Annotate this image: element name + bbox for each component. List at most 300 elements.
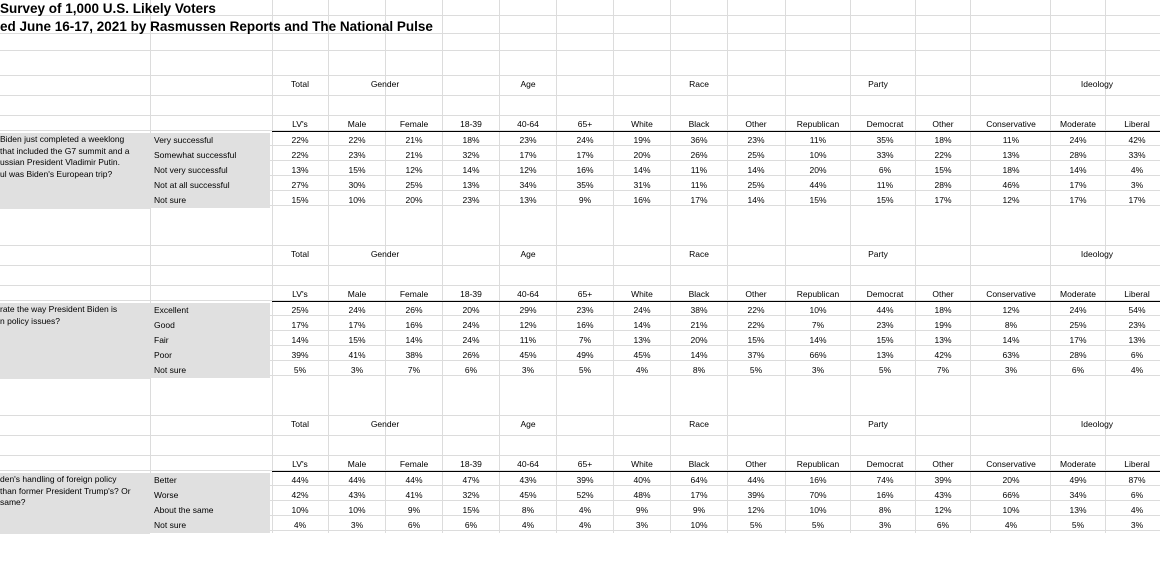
table-cell: 17% <box>934 195 952 205</box>
table-cell: 12% <box>519 165 537 175</box>
question-line: rate the way President Biden is <box>0 304 118 314</box>
table-cell: 13% <box>876 350 894 360</box>
table-cell: 9% <box>407 505 421 515</box>
table-cell: 25% <box>1069 320 1087 330</box>
table-cell: 74% <box>876 475 894 485</box>
answer-label: Better <box>150 473 270 488</box>
column-header: 40-64 <box>517 459 539 469</box>
table-cell: 22% <box>348 135 366 145</box>
table-cell: 43% <box>519 475 537 485</box>
table-cell: 28% <box>934 180 952 190</box>
table-cell: 49% <box>576 350 594 360</box>
table-cell: 13% <box>519 195 537 205</box>
column-header: 40-64 <box>517 289 539 299</box>
table-cell: 24% <box>348 305 366 315</box>
table-cell: 23% <box>348 150 366 160</box>
survey-title: Survey of 1,000 U.S. Likely Voters <box>0 1 216 16</box>
table-cell: 5% <box>293 365 307 375</box>
column-header: 40-64 <box>517 119 539 129</box>
table-cell: 14% <box>747 195 765 205</box>
answer-label: Poor <box>150 348 270 363</box>
question-line: than former President Trump's? Or <box>0 485 131 496</box>
table-cell: 24% <box>1069 135 1087 145</box>
table-cell: 9% <box>692 505 706 515</box>
group-header: Total <box>291 79 309 89</box>
table-cell: 4% <box>1130 165 1144 175</box>
question-text <box>0 473 150 534</box>
column-header: LV's <box>292 119 308 129</box>
table-cell: 14% <box>690 350 708 360</box>
column-header: Conservative <box>986 459 1036 469</box>
column-header: Other <box>932 459 954 469</box>
table-cell: 17% <box>1069 180 1087 190</box>
table-cell: 10% <box>348 195 366 205</box>
column-header: Female <box>399 289 429 299</box>
table-cell: 23% <box>876 320 894 330</box>
table-cell: 7% <box>407 365 421 375</box>
table-cell: 20% <box>633 150 651 160</box>
table-cell: 8% <box>878 505 892 515</box>
group-header: Ideology <box>1080 79 1114 89</box>
table-cell: 10% <box>348 505 366 515</box>
table-cell: 35% <box>876 135 894 145</box>
table-cell: 15% <box>876 195 894 205</box>
table-cell: 15% <box>747 335 765 345</box>
table-cell: 44% <box>405 475 423 485</box>
table-cell: 14% <box>1069 165 1087 175</box>
table-cell: 22% <box>291 135 309 145</box>
table-cell: 20% <box>690 335 708 345</box>
table-cell: 45% <box>519 350 537 360</box>
table-cell: 19% <box>934 320 952 330</box>
table-cell: 3% <box>1130 520 1144 530</box>
table-cell: 5% <box>578 365 592 375</box>
table-cell: 11% <box>809 135 827 145</box>
table-cell: 16% <box>576 165 594 175</box>
table-cell: 24% <box>576 135 594 145</box>
table-cell: 5% <box>749 365 763 375</box>
column-header: Conservative <box>986 289 1036 299</box>
table-cell: 6% <box>464 520 478 530</box>
table-cell: 32% <box>462 150 480 160</box>
answer-label: Not sure <box>150 363 270 378</box>
table-cell: 16% <box>876 490 894 500</box>
table-cell: 13% <box>934 335 952 345</box>
grid-hline <box>0 50 1160 51</box>
table-cell: 13% <box>1069 505 1087 515</box>
column-header: Black <box>688 119 710 129</box>
table-cell: 21% <box>405 135 423 145</box>
table-cell: 16% <box>633 195 651 205</box>
table-cell: 42% <box>1128 135 1146 145</box>
table-cell: 45% <box>519 490 537 500</box>
table-cell: 6% <box>878 165 892 175</box>
table-cell: 20% <box>809 165 827 175</box>
column-header: Moderate <box>1060 119 1096 129</box>
table-cell: 19% <box>633 135 651 145</box>
header-underline <box>272 301 1160 302</box>
table-cell: 25% <box>747 150 765 160</box>
table-cell: 27% <box>291 180 309 190</box>
column-header: Moderate <box>1060 459 1096 469</box>
table-cell: 15% <box>934 165 952 175</box>
table-cell: 17% <box>576 150 594 160</box>
table-cell: 33% <box>876 150 894 160</box>
table-cell: 14% <box>633 320 651 330</box>
table-cell: 32% <box>462 490 480 500</box>
table-cell: 25% <box>747 180 765 190</box>
table-cell: 5% <box>811 520 825 530</box>
table-cell: 70% <box>809 490 827 500</box>
column-header: 18-39 <box>460 459 482 469</box>
table-cell: 38% <box>405 350 423 360</box>
column-header: 18-39 <box>460 289 482 299</box>
table-cell: 13% <box>633 335 651 345</box>
table-cell: 15% <box>348 165 366 175</box>
table-cell: 15% <box>876 335 894 345</box>
answer-label: Fair <box>150 333 270 348</box>
table-cell: 22% <box>747 305 765 315</box>
table-cell: 3% <box>811 365 825 375</box>
table-cell: 23% <box>576 305 594 315</box>
table-cell: 66% <box>1002 490 1020 500</box>
table-cell: 38% <box>690 305 708 315</box>
table-cell: 6% <box>1130 490 1144 500</box>
question-text <box>0 133 150 209</box>
table-cell: 4% <box>521 520 535 530</box>
table-cell: 31% <box>633 180 651 190</box>
table-cell: 42% <box>934 350 952 360</box>
table-cell: 44% <box>747 475 765 485</box>
question-line: Biden just completed a weeklong <box>0 134 125 144</box>
table-cell: 29% <box>519 305 537 315</box>
group-header: Race <box>689 419 709 429</box>
table-cell: 20% <box>462 305 480 315</box>
table-cell: 3% <box>521 365 535 375</box>
question-section <box>0 245 1160 415</box>
table-cell: 26% <box>462 350 480 360</box>
group-header: Total <box>291 419 309 429</box>
column-header: 65+ <box>577 119 593 129</box>
table-cell: 34% <box>519 180 537 190</box>
column-header: Male <box>347 119 367 129</box>
group-header: Age <box>520 79 536 89</box>
table-cell: 5% <box>1071 520 1085 530</box>
group-header: Gender <box>370 249 400 259</box>
column-header: Liberal <box>1124 459 1150 469</box>
group-header: Age <box>520 419 536 429</box>
group-header: Party <box>868 249 888 259</box>
header-underline <box>272 471 1160 472</box>
answer-label: Not sure <box>150 193 270 208</box>
table-cell: 17% <box>1069 335 1087 345</box>
group-header: Ideology <box>1080 249 1114 259</box>
table-cell: 16% <box>809 475 827 485</box>
table-cell: 6% <box>936 520 950 530</box>
table-cell: 6% <box>407 520 421 530</box>
table-cell: 7% <box>936 365 950 375</box>
table-cell: 44% <box>876 305 894 315</box>
answer-label: About the same <box>150 503 270 518</box>
table-cell: 54% <box>1128 305 1146 315</box>
table-cell: 39% <box>747 490 765 500</box>
table-cell: 14% <box>462 165 480 175</box>
table-cell: 11% <box>690 180 708 190</box>
table-cell: 36% <box>690 135 708 145</box>
table-cell: 34% <box>1069 490 1087 500</box>
table-cell: 23% <box>1128 320 1146 330</box>
column-header: Male <box>347 289 367 299</box>
column-header: Black <box>688 289 710 299</box>
table-cell: 22% <box>291 150 309 160</box>
group-header: Total <box>291 249 309 259</box>
table-cell: 39% <box>576 475 594 485</box>
table-cell: 49% <box>1069 475 1087 485</box>
table-cell: 22% <box>934 150 952 160</box>
question-text <box>0 303 150 379</box>
table-cell: 12% <box>1002 305 1020 315</box>
question-line: ul was Biden's European trip? <box>0 168 113 179</box>
column-header: LV's <box>292 459 308 469</box>
column-header: Democrat <box>866 289 904 299</box>
column-header: Democrat <box>866 119 904 129</box>
table-cell: 64% <box>690 475 708 485</box>
question-line: n policy issues? <box>0 315 61 326</box>
answer-label: Excellent <box>150 303 270 318</box>
table-cell: 24% <box>462 335 480 345</box>
table-cell: 23% <box>462 195 480 205</box>
table-cell: 4% <box>1004 520 1018 530</box>
table-cell: 6% <box>1130 350 1144 360</box>
table-cell: 15% <box>348 335 366 345</box>
column-header: Moderate <box>1060 289 1096 299</box>
column-header: Other <box>932 289 954 299</box>
table-cell: 33% <box>1128 150 1146 160</box>
table-cell: 18% <box>1002 165 1020 175</box>
table-cell: 24% <box>462 320 480 330</box>
table-cell: 13% <box>1128 335 1146 345</box>
table-cell: 5% <box>878 365 892 375</box>
table-cell: 13% <box>462 180 480 190</box>
table-cell: 24% <box>633 305 651 315</box>
column-header: White <box>631 289 653 299</box>
column-header: Other <box>745 459 767 469</box>
table-cell: 12% <box>747 505 765 515</box>
header-underline <box>272 131 1160 132</box>
question-line: den's handling of foreign policy <box>0 474 117 484</box>
table-cell: 25% <box>405 180 423 190</box>
table-cell: 16% <box>405 320 423 330</box>
table-cell: 8% <box>521 505 535 515</box>
table-cell: 66% <box>809 350 827 360</box>
column-header: Liberal <box>1124 289 1150 299</box>
table-cell: 10% <box>291 505 309 515</box>
table-cell: 44% <box>291 475 309 485</box>
table-cell: 47% <box>462 475 480 485</box>
column-header: 65+ <box>577 459 593 469</box>
table-cell: 7% <box>811 320 825 330</box>
table-cell: 11% <box>519 335 537 345</box>
table-cell: 26% <box>690 150 708 160</box>
table-cell: 15% <box>462 505 480 515</box>
table-cell: 17% <box>1069 195 1087 205</box>
column-header: White <box>631 459 653 469</box>
table-cell: 15% <box>809 195 827 205</box>
table-cell: 28% <box>1069 150 1087 160</box>
table-cell: 14% <box>1002 335 1020 345</box>
table-cell: 13% <box>291 165 309 175</box>
question-line: same? <box>0 497 26 507</box>
table-cell: 16% <box>576 320 594 330</box>
answer-label: Good <box>150 318 270 333</box>
table-cell: 12% <box>934 505 952 515</box>
table-cell: 48% <box>633 490 651 500</box>
table-cell: 17% <box>291 320 309 330</box>
group-header: Race <box>689 79 709 89</box>
column-header: Conservative <box>986 119 1036 129</box>
table-cell: 23% <box>747 135 765 145</box>
table-cell: 43% <box>348 490 366 500</box>
table-cell: 37% <box>747 350 765 360</box>
table-cell: 15% <box>291 195 309 205</box>
question-section <box>0 75 1160 245</box>
table-cell: 14% <box>405 335 423 345</box>
table-cell: 10% <box>809 150 827 160</box>
table-cell: 40% <box>633 475 651 485</box>
table-cell: 8% <box>1004 320 1018 330</box>
table-cell: 20% <box>405 195 423 205</box>
table-cell: 17% <box>519 150 537 160</box>
table-cell: 10% <box>809 505 827 515</box>
table-cell: 46% <box>1002 180 1020 190</box>
column-header: Black <box>688 459 710 469</box>
table-cell: 3% <box>350 520 364 530</box>
table-cell: 3% <box>878 520 892 530</box>
table-cell: 6% <box>1071 365 1085 375</box>
table-cell: 11% <box>876 180 894 190</box>
table-cell: 30% <box>348 180 366 190</box>
table-cell: 44% <box>809 180 827 190</box>
column-header: Other <box>745 119 767 129</box>
table-cell: 4% <box>578 505 592 515</box>
column-header: Other <box>745 289 767 299</box>
table-cell: 3% <box>635 520 649 530</box>
table-cell: 18% <box>934 135 952 145</box>
table-cell: 8% <box>692 365 706 375</box>
table-cell: 63% <box>1002 350 1020 360</box>
column-header: Other <box>932 119 954 129</box>
table-cell: 28% <box>1069 350 1087 360</box>
table-cell: 17% <box>690 195 708 205</box>
table-cell: 3% <box>1130 180 1144 190</box>
table-cell: 6% <box>464 365 478 375</box>
column-header: Republican <box>796 119 840 129</box>
table-cell: 3% <box>1004 365 1018 375</box>
table-cell: 9% <box>578 195 592 205</box>
group-header: Race <box>689 249 709 259</box>
table-cell: 25% <box>291 305 309 315</box>
group-header: Party <box>868 79 888 89</box>
column-header: White <box>631 119 653 129</box>
column-header: Republican <box>796 289 840 299</box>
table-cell: 4% <box>635 365 649 375</box>
table-cell: 41% <box>405 490 423 500</box>
group-header: Ideology <box>1080 419 1114 429</box>
column-header: Male <box>347 459 367 469</box>
question-section <box>0 415 1160 585</box>
table-cell: 35% <box>576 180 594 190</box>
table-cell: 4% <box>1130 365 1144 375</box>
group-header: Gender <box>370 79 400 89</box>
table-cell: 22% <box>747 320 765 330</box>
table-cell: 14% <box>633 165 651 175</box>
survey-subtitle: ed June 16-17, 2021 by Rasmussen Reports and The National Pulse <box>0 19 433 34</box>
table-cell: 7% <box>578 335 592 345</box>
answer-label: Very successful <box>150 133 270 148</box>
group-header: Age <box>520 249 536 259</box>
table-cell: 11% <box>690 165 708 175</box>
table-cell: 21% <box>405 150 423 160</box>
table-cell: 41% <box>348 350 366 360</box>
group-header: Party <box>868 419 888 429</box>
table-cell: 14% <box>809 335 827 345</box>
table-cell: 5% <box>749 520 763 530</box>
table-cell: 9% <box>635 505 649 515</box>
column-header: Democrat <box>866 459 904 469</box>
table-cell: 23% <box>519 135 537 145</box>
table-cell: 52% <box>576 490 594 500</box>
question-line: that included the G7 summit and a <box>0 145 130 156</box>
table-cell: 17% <box>690 490 708 500</box>
question-line: ussian President Vladimir Putin. <box>0 157 121 167</box>
table-cell: 14% <box>291 335 309 345</box>
table-cell: 17% <box>348 320 366 330</box>
table-cell: 10% <box>809 305 827 315</box>
table-cell: 12% <box>405 165 423 175</box>
group-header: Gender <box>370 419 400 429</box>
table-cell: 42% <box>291 490 309 500</box>
table-cell: 12% <box>1002 195 1020 205</box>
table-cell: 4% <box>578 520 592 530</box>
table-cell: 39% <box>291 350 309 360</box>
answer-label: Somewhat successful <box>150 148 270 163</box>
table-cell: 45% <box>633 350 651 360</box>
table-cell: 14% <box>747 165 765 175</box>
table-cell: 4% <box>1130 505 1144 515</box>
table-cell: 11% <box>1002 135 1020 145</box>
table-cell: 4% <box>293 520 307 530</box>
column-header: 18-39 <box>460 119 482 129</box>
column-header: Female <box>399 459 429 469</box>
table-cell: 21% <box>690 320 708 330</box>
column-header: Female <box>399 119 429 129</box>
table-cell: 13% <box>1002 150 1020 160</box>
table-cell: 20% <box>1002 475 1020 485</box>
column-header: 65+ <box>577 289 593 299</box>
table-cell: 18% <box>934 305 952 315</box>
table-cell: 18% <box>462 135 480 145</box>
table-cell: 39% <box>934 475 952 485</box>
table-cell: 10% <box>690 520 708 530</box>
table-cell: 26% <box>405 305 423 315</box>
table-cell: 17% <box>1128 195 1146 205</box>
answer-label: Not at all successful <box>150 178 270 193</box>
column-header: LV's <box>292 289 308 299</box>
table-cell: 43% <box>934 490 952 500</box>
table-cell: 24% <box>1069 305 1087 315</box>
column-header: Liberal <box>1124 119 1150 129</box>
table-cell: 44% <box>348 475 366 485</box>
